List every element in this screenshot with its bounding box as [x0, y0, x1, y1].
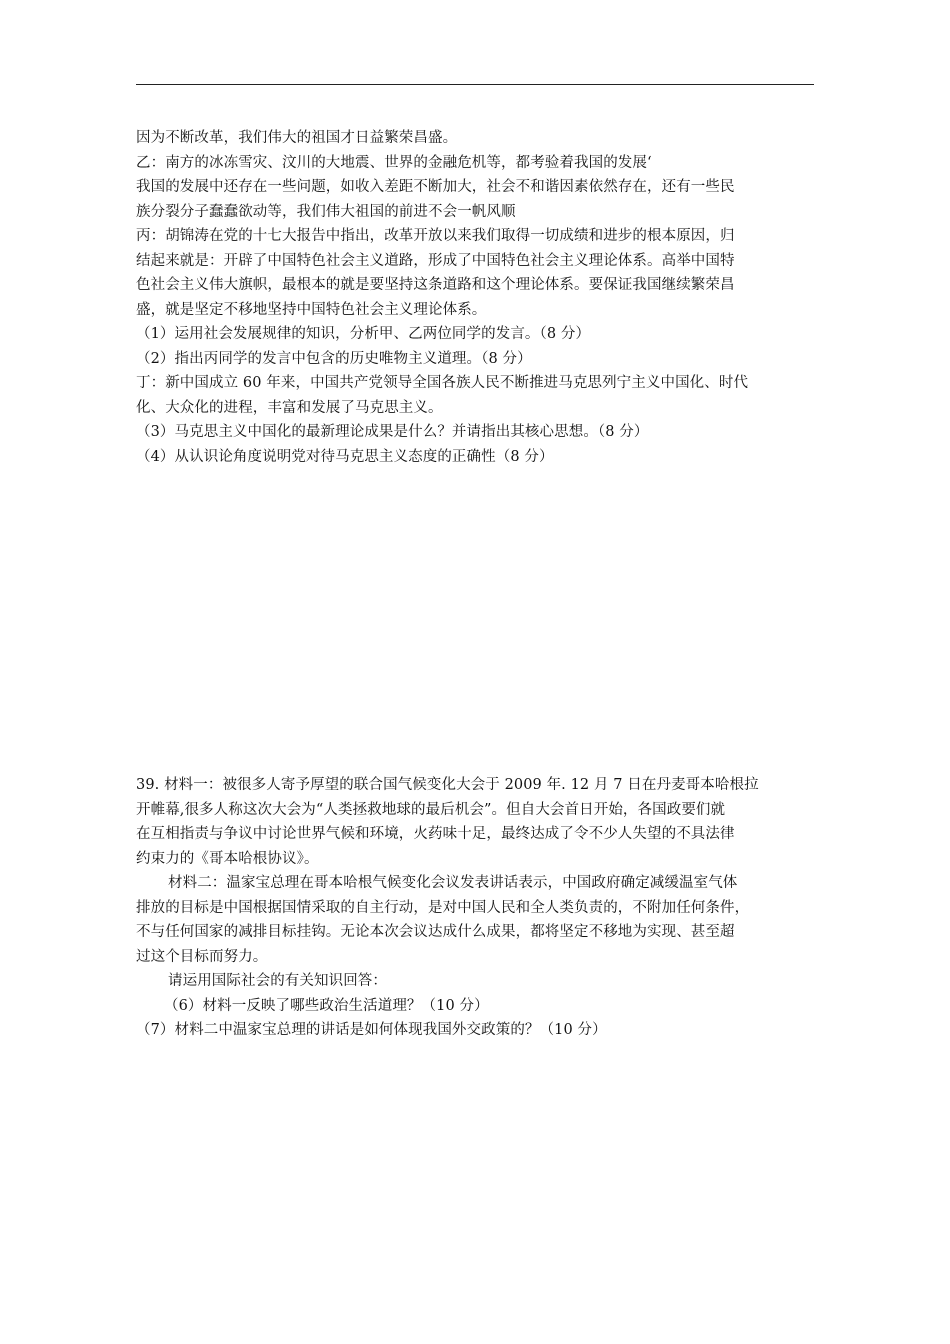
text-line: 不与任何国家的减排目标挂钩。无论本次会议达成什么成果，都将坚定不移地为实现、甚至超: [136, 924, 735, 940]
sub-question-7: （7）材料二中温家宝总理的讲话是如何体现我国外交政策的？（10 分）: [136, 1022, 607, 1038]
text-line: 乙：南方的冰冻雪灾、汶川的大地震、世界的金融危机等，都考验着我国的发展‘: [136, 154, 652, 171]
question-block-38: [136, 126, 816, 469]
sub-question-3: （3）马克思主义中国化的最新理论成果是什么？并请指出其核心思想。（8 分）: [136, 424, 649, 440]
text-line: 族分裂分子蠢蠢欲动等，我们伟大祖国的前进不会一帆风顺: [136, 203, 516, 220]
text-line: 色社会主义伟大旗帜，最根本的就是要坚持这条道路和这个理论体系。要保证我国继续繁荣昌: [136, 277, 735, 293]
text-line: 排放的目标是中国根据国情采取的自主行动，是对中国人民和全人类负责的，不附加任何条件，: [136, 899, 750, 916]
text-line: 在互相指责与争议中讨论世界气候和环境，火药味十足，最终达成了令不少人失望的不具法律: [136, 826, 735, 842]
text-line: 丁：新中国成立 60 年来，中国共产党领导全国各族人民不断推进马克思列宁主义中国化、时代: [136, 375, 749, 391]
text-line: 盛，就是坚定不移地坚持中国特色社会主义理论体系。: [136, 301, 487, 318]
sub-question-4: （4）从认识论角度说明党对待马克思主义态度的正确性（8 分）: [136, 448, 554, 465]
text-line: 材料二：温家宝总理在哥本哈根气候变化会议发表讲话表示，中国政府确定减缓温室气体: [168, 875, 738, 891]
sub-question-2: （2）指出丙同学的发言中包含的历史唯物主义道理。（8 分）: [136, 350, 532, 367]
question-block-39: [136, 773, 816, 1043]
text-line: 39. 材料一：被很多人寄予厚望的联合国气候变化大会于 2009 年. 12 月 7 日在丹麦哥本哈根拉: [136, 777, 759, 793]
text-line: 因为不断改革，我们伟大的祖国才日益繁荣昌盛。: [136, 130, 458, 146]
text-line: 我国的发展中还存在一些问题，如收入差距不断加大，社会不和谐因素依然存在，还有一些民: [136, 179, 735, 195]
text-line: 丙：胡锦涛在党的十七大报告中指出，改革开放以来我们取得一切成绩和进步的根本原因，归: [136, 228, 735, 244]
header-rule: [136, 84, 814, 85]
text-line: 约束力的《哥本哈根协议》。: [136, 850, 319, 867]
text-line: 开帷幕,很多人称这次大会为“人类拯救地球的最后机会”。但自大会首日开始，各国政要们就: [136, 801, 726, 818]
answer-prompt: 请运用国际社会的有关知识回答：: [168, 973, 387, 989]
sub-question-6: （6）材料一反映了哪些政治生活道理？（10 分）: [164, 997, 489, 1014]
text-line: 结起来就是：开辟了中国特色社会主义道路，形成了中国特色社会主义理论体系。高举中国特: [136, 252, 735, 269]
sub-question-1: （1）运用社会发展规律的知识，分析甲、乙两位同学的发言。（8 分）: [136, 326, 591, 342]
text-line: 过这个目标而努力。: [136, 948, 268, 965]
text-line: 化、大众化的进程，丰富和发展了马克思主义。: [136, 399, 443, 416]
